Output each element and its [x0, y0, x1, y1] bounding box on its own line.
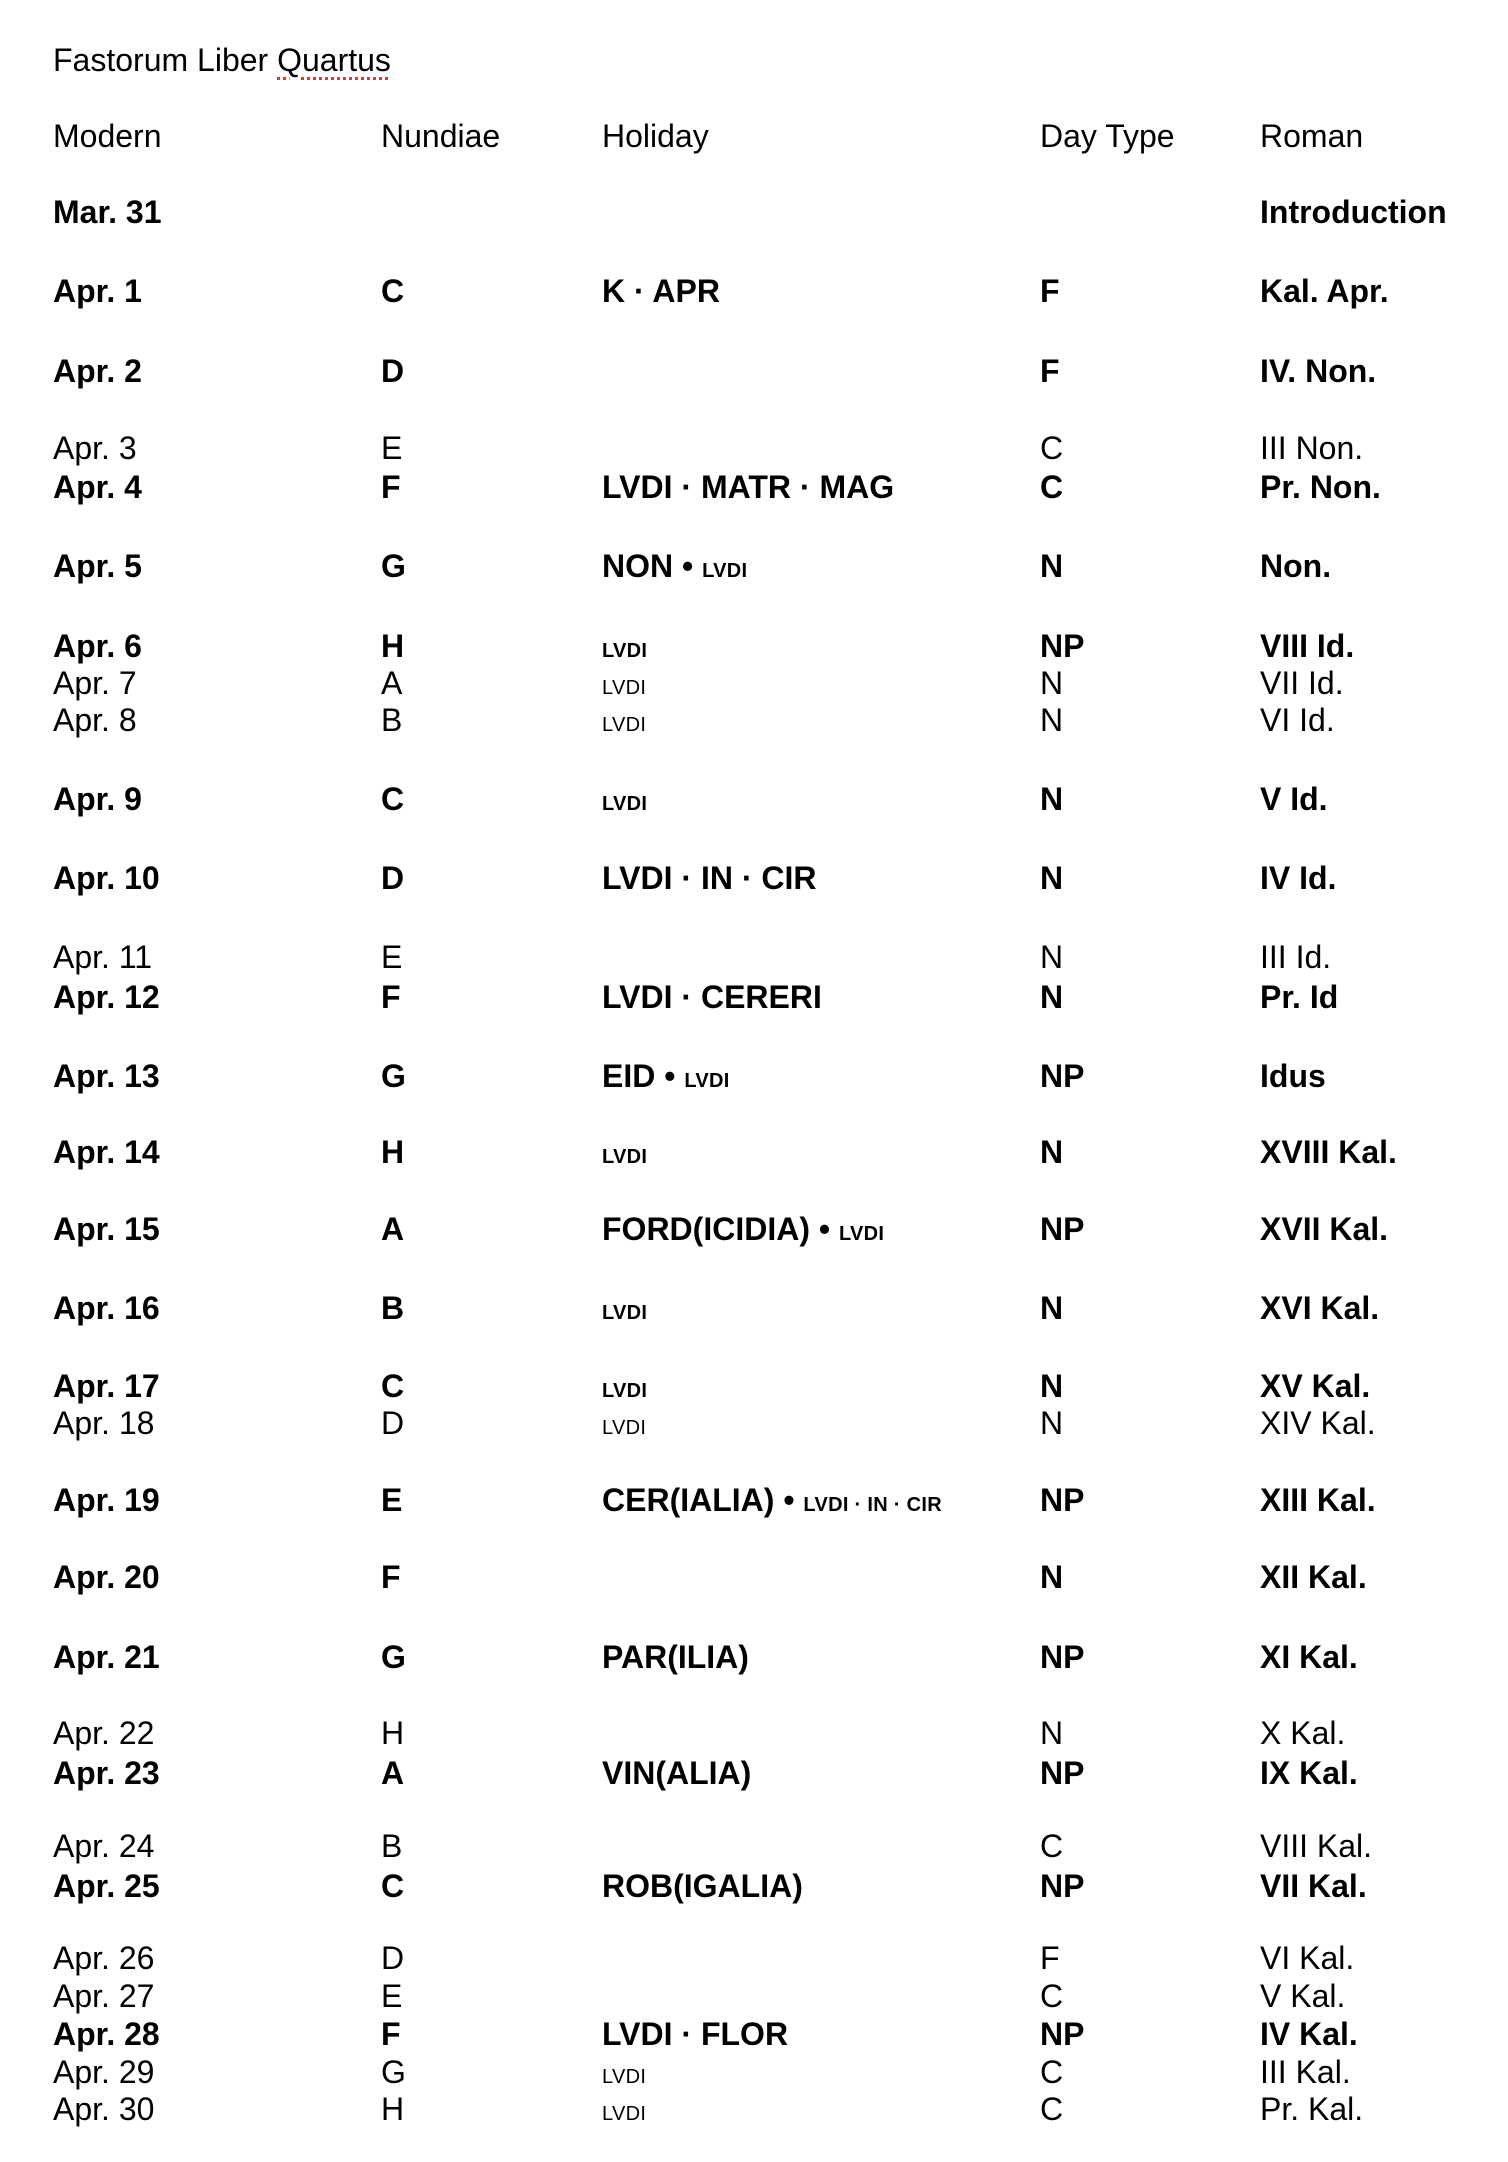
- roman-date: Pr. Id: [1260, 979, 1339, 1015]
- nundinal-letter: A: [381, 665, 403, 701]
- header-roman: Roman: [1260, 118, 1364, 154]
- roman-date: V Id.: [1260, 781, 1328, 817]
- nundinal-letter: C: [381, 1368, 405, 1404]
- nundinal-letter: D: [381, 860, 405, 896]
- holiday: [602, 467, 894, 507]
- holiday: [602, 1637, 749, 1677]
- nundinal-letter: D: [381, 1940, 405, 1976]
- roman-date: III Id.: [1260, 939, 1332, 975]
- holiday-main: NON: [602, 548, 674, 584]
- nundinal-letter: E: [381, 1482, 403, 1518]
- day-type: N: [1040, 1290, 1064, 1326]
- holiday: [602, 546, 747, 586]
- nundinal-letter: F: [381, 2016, 401, 2052]
- modern-date: Apr. 22: [53, 1715, 155, 1751]
- table-row: [0, 546, 1508, 586]
- table-row: [0, 351, 1508, 391]
- table-row: [0, 428, 1508, 468]
- holiday: [602, 663, 646, 703]
- header-holiday: Holiday: [602, 118, 709, 154]
- nundinal-letter: E: [381, 939, 403, 975]
- modern-date: Apr. 2: [53, 353, 142, 389]
- table-row: [0, 1753, 1508, 1793]
- holiday: [602, 1403, 646, 1443]
- day-type: NP: [1040, 2016, 1085, 2052]
- modern-date: Apr. 26: [53, 1940, 155, 1976]
- holiday: [602, 1288, 647, 1328]
- nundinal-letter: G: [381, 548, 406, 584]
- holiday-small: LVDI: [602, 1302, 648, 1324]
- nundinal-letter: H: [381, 2091, 405, 2127]
- modern-date: Apr. 1: [53, 273, 142, 309]
- holiday-main: LVDI · FLOR: [602, 2016, 789, 2052]
- table-row: [0, 1056, 1508, 1096]
- holiday: [602, 1866, 803, 1906]
- roman-date: Pr. Non.: [1260, 469, 1381, 505]
- holiday-main: EID: [602, 1058, 656, 1094]
- holiday-small: LVDI: [602, 1146, 648, 1168]
- holiday: [602, 271, 720, 311]
- holiday: [602, 779, 647, 819]
- nundinal-letter: F: [381, 979, 401, 1015]
- table-row: [0, 977, 1508, 1017]
- table-row: [0, 271, 1508, 311]
- modern-date: Apr. 10: [53, 860, 160, 896]
- day-type: N: [1040, 702, 1064, 738]
- table-row: [0, 1366, 1508, 1406]
- table-row: [0, 626, 1508, 666]
- holiday: [602, 1753, 751, 1793]
- nundinal-letter: B: [381, 1828, 403, 1864]
- holiday-small: LVDI: [602, 2066, 647, 2088]
- nundinal-letter: G: [381, 1058, 406, 1094]
- holiday-main: LVDI · CERERI: [602, 979, 822, 1015]
- holiday-main: LVDI · IN · CIR: [602, 860, 817, 896]
- header-modern: Modern: [53, 118, 162, 154]
- holiday-small: LVDI: [602, 714, 647, 736]
- holiday-main: CER(IALIA): [602, 1482, 775, 1518]
- nundinal-letter: A: [381, 1755, 405, 1791]
- roman-date: XI Kal.: [1260, 1639, 1358, 1675]
- table-row: [0, 1826, 1508, 1866]
- table-row: [0, 1288, 1508, 1328]
- modern-date: Apr. 13: [53, 1058, 160, 1094]
- modern-date: Apr. 20: [53, 1559, 160, 1595]
- modern-date: Apr. 30: [53, 2091, 155, 2127]
- modern-date: Apr. 14: [53, 1134, 160, 1170]
- holiday-small: LVDI: [684, 1070, 730, 1092]
- table-row: [0, 2089, 1508, 2129]
- table-row: [0, 937, 1508, 977]
- roman-date: X Kal.: [1260, 1715, 1346, 1751]
- roman-date: VI Kal.: [1260, 1940, 1355, 1976]
- nundinal-letter: G: [381, 1639, 406, 1675]
- modern-date: Apr. 28: [53, 2016, 160, 2052]
- modern-date: Apr. 4: [53, 469, 142, 505]
- day-type: N: [1040, 781, 1064, 817]
- modern-date: Apr. 8: [53, 702, 137, 738]
- roman-date: IV Kal.: [1260, 2016, 1358, 2052]
- table-row: [0, 1557, 1508, 1597]
- day-type: C: [1040, 1978, 1064, 2014]
- nundinal-letter: D: [381, 353, 405, 389]
- modern-date: Apr. 18: [53, 1405, 155, 1441]
- roman-date: Pr. Kal.: [1260, 2091, 1364, 2127]
- day-type: N: [1040, 1405, 1064, 1441]
- day-type: NP: [1040, 1639, 1085, 1675]
- modern-date: Mar. 31: [53, 194, 162, 230]
- day-type: NP: [1040, 1211, 1085, 1247]
- table-row: [0, 1866, 1508, 1906]
- roman-date: XVIII Kal.: [1260, 1134, 1397, 1170]
- modern-date: Apr. 5: [53, 548, 142, 584]
- nundinal-letter: E: [381, 430, 403, 466]
- holiday-main: ROB(IGALIA): [602, 1868, 803, 1904]
- roman-date: VIII Kal.: [1260, 1828, 1373, 1864]
- roman-date: Introduction: [1260, 194, 1447, 230]
- modern-date: Apr. 3: [53, 430, 137, 466]
- roman-date: Non.: [1260, 548, 1332, 584]
- roman-date: IV Id.: [1260, 860, 1337, 896]
- roman-date: VII Kal.: [1260, 1868, 1367, 1904]
- nundinal-letter: C: [381, 1868, 405, 1904]
- holiday-small: LVDI: [602, 677, 647, 699]
- table-row: [0, 663, 1508, 703]
- modern-date: Apr. 24: [53, 1828, 155, 1864]
- nundinal-letter: C: [381, 781, 405, 817]
- modern-date: Apr. 25: [53, 1868, 160, 1904]
- modern-date: Apr. 27: [53, 1978, 155, 2014]
- holiday-separator: •: [655, 1058, 685, 1094]
- holiday-separator: •: [673, 548, 703, 584]
- table-row: [0, 1976, 1508, 2016]
- table-row: [0, 2014, 1508, 2054]
- nundinal-letter: B: [381, 1290, 405, 1326]
- holiday: [602, 1209, 884, 1249]
- nundinal-letter: H: [381, 628, 405, 664]
- modern-date: Apr. 12: [53, 979, 160, 1015]
- modern-date: Apr. 7: [53, 665, 137, 701]
- table-row: [0, 1713, 1508, 1753]
- day-type: NP: [1040, 1058, 1085, 1094]
- modern-date: Apr. 15: [53, 1211, 160, 1247]
- holiday-main: PAR(ILIA): [602, 1639, 749, 1675]
- roman-date: XIII Kal.: [1260, 1482, 1376, 1518]
- holiday: [602, 2014, 788, 2054]
- day-type: N: [1040, 860, 1064, 896]
- header-day-type: Day Type: [1040, 118, 1175, 154]
- day-type: NP: [1040, 1755, 1085, 1791]
- roman-date: Kal. Apr.: [1260, 273, 1389, 309]
- holiday: [602, 2052, 646, 2092]
- table-row: [0, 1637, 1508, 1677]
- roman-date: IV. Non.: [1260, 353, 1377, 389]
- modern-date: Apr. 11: [53, 939, 153, 975]
- table-row: [0, 192, 1508, 232]
- nundinal-letter: F: [381, 469, 401, 505]
- holiday: [602, 858, 817, 898]
- modern-date: Apr. 29: [53, 2054, 155, 2090]
- roman-date: XV Kal.: [1260, 1368, 1371, 1404]
- nundinal-letter: E: [381, 1978, 403, 2014]
- table-row: [0, 1480, 1508, 1520]
- day-type: F: [1040, 1940, 1060, 1976]
- table-row: [0, 1403, 1508, 1443]
- nundinal-letter: F: [381, 1559, 401, 1595]
- day-type: N: [1040, 939, 1064, 975]
- holiday: [602, 1056, 730, 1096]
- holiday: [602, 1366, 647, 1406]
- modern-date: Apr. 17: [53, 1368, 160, 1404]
- holiday: [602, 1132, 647, 1172]
- holiday-separator: •: [809, 1211, 839, 1247]
- day-type: C: [1040, 2091, 1064, 2127]
- day-type: F: [1040, 353, 1060, 389]
- day-type: N: [1040, 979, 1064, 1015]
- modern-date: Apr. 23: [53, 1755, 160, 1791]
- modern-date: Apr. 21: [53, 1639, 160, 1675]
- roman-date: IX Kal.: [1260, 1755, 1358, 1791]
- column-header-row: [0, 116, 1508, 156]
- holiday-small: LVDI: [602, 793, 648, 815]
- table-row: [0, 1209, 1508, 1249]
- table-row: [0, 779, 1508, 819]
- roman-date: VII Id.: [1260, 665, 1344, 701]
- day-type: C: [1040, 430, 1064, 466]
- holiday-main: VIN(ALIA): [602, 1755, 752, 1791]
- day-type: C: [1040, 2054, 1064, 2090]
- holiday: [602, 626, 647, 666]
- day-type: N: [1040, 1134, 1064, 1170]
- holiday-small: LVDI · IN · CIR: [803, 1494, 942, 1516]
- roman-date: XVI Kal.: [1260, 1290, 1380, 1326]
- day-type: N: [1040, 665, 1064, 701]
- nundinal-letter: G: [381, 2054, 406, 2090]
- holiday-main: K · APR: [602, 273, 720, 309]
- table-row: [0, 2052, 1508, 2092]
- holiday-main: FORD(ICIDIA): [602, 1211, 810, 1247]
- roman-date: XIV Kal.: [1260, 1405, 1376, 1441]
- holiday-small: LVDI: [602, 1417, 647, 1439]
- holiday-small: LVDI: [838, 1223, 885, 1245]
- modern-date: Apr. 6: [53, 628, 142, 664]
- day-type: C: [1040, 1828, 1064, 1864]
- day-type: NP: [1040, 1868, 1085, 1904]
- table-row: [0, 1132, 1508, 1172]
- day-type: N: [1040, 1715, 1064, 1751]
- title-prefix: Fastorum Liber: [53, 42, 278, 78]
- misspelled-word[interactable]: Quartus: [277, 42, 391, 78]
- holiday-small: LVDI: [702, 560, 748, 582]
- nundinal-letter: H: [381, 1715, 405, 1751]
- day-type: F: [1040, 273, 1060, 309]
- nundinal-letter: A: [381, 1211, 405, 1247]
- day-type: N: [1040, 1368, 1064, 1404]
- holiday: [602, 2089, 646, 2129]
- holiday: [602, 1480, 942, 1520]
- table-row: [0, 1938, 1508, 1978]
- day-type: N: [1040, 1559, 1064, 1595]
- nundinal-letter: B: [381, 702, 403, 738]
- holiday-separator: •: [774, 1482, 804, 1518]
- roman-date: III Kal.: [1260, 2054, 1351, 2090]
- roman-date: III Non.: [1260, 430, 1364, 466]
- roman-date: XII Kal.: [1260, 1559, 1367, 1595]
- modern-date: Apr. 19: [53, 1482, 160, 1518]
- roman-date: V Kal.: [1260, 1978, 1346, 2014]
- header-nundiae: Nundiae: [381, 118, 501, 154]
- holiday-small: LVDI: [602, 2103, 647, 2125]
- roman-date: XVII Kal.: [1260, 1211, 1389, 1247]
- table-row: [0, 858, 1508, 898]
- roman-date: VIII Id.: [1260, 628, 1355, 664]
- roman-date: VI Id.: [1260, 702, 1335, 738]
- table-row: [0, 467, 1508, 507]
- day-type: C: [1040, 469, 1064, 505]
- table-row: [0, 700, 1508, 740]
- document-title: [53, 40, 391, 80]
- nundinal-letter: D: [381, 1405, 405, 1441]
- nundinal-letter: C: [381, 273, 405, 309]
- modern-date: Apr. 16: [53, 1290, 160, 1326]
- holiday: [602, 977, 822, 1017]
- day-type: N: [1040, 548, 1064, 584]
- holiday: [602, 700, 646, 740]
- roman-date: Idus: [1260, 1058, 1326, 1094]
- day-type: NP: [1040, 1482, 1085, 1518]
- day-type: NP: [1040, 628, 1085, 664]
- holiday-small: LVDI: [602, 640, 648, 662]
- modern-date: Apr. 9: [53, 781, 142, 817]
- nundinal-letter: H: [381, 1134, 405, 1170]
- holiday-main: LVDI · MATR · MAG: [602, 469, 895, 505]
- holiday-small: LVDI: [602, 1380, 648, 1402]
